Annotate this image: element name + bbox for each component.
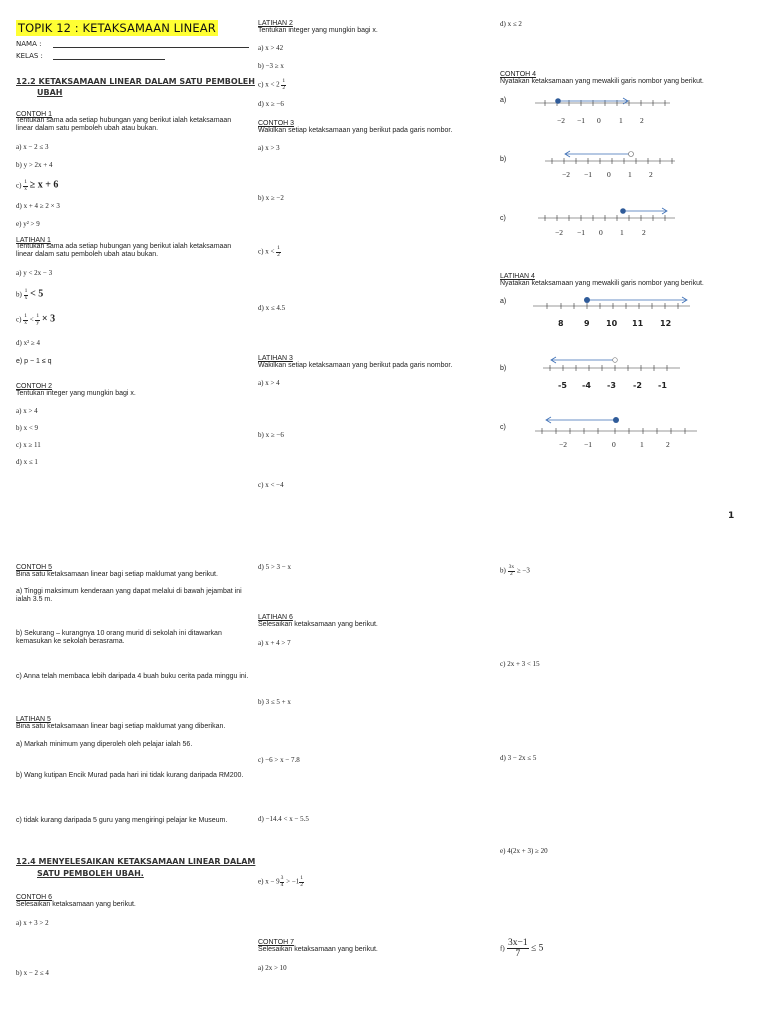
tick-label: −1 (577, 116, 585, 125)
tick-label: 2 (640, 116, 644, 125)
contoh-1-title: CONTOH 1 (16, 111, 53, 118)
latihan-4-title: LATIHAN 4 (500, 273, 535, 280)
latihan-5-title: LATIHAN 5 (16, 716, 51, 723)
contoh-5-a: a) Tinggi maksimum kenderaan yang dapat melalui di bawah jejambat ini ialah 3.5 m. (16, 588, 242, 603)
contoh-1-item-c: c) $\frac{1}{x}$ ≥ x + 6 (16, 179, 59, 192)
section-heading-12-4: 12.4 MENYELESAIKAN KETAKSAMAAN LINEAR DALAM (16, 857, 256, 866)
tick-label: -2 (633, 381, 642, 390)
tick-label: 2 (666, 440, 670, 449)
latihan-3-title: LATIHAN 3 (258, 355, 293, 362)
contoh-1-item-e: e) y² > 9 (16, 220, 40, 228)
contoh-6-a: a) x + 3 > 2 (16, 919, 49, 927)
contoh-5-title: CONTOH 5 (16, 564, 53, 571)
tick-label: -5 (558, 381, 567, 390)
latihan-6-d: d) −14.4 < x − 5.5 (258, 815, 309, 823)
tick-label: 1 (620, 228, 624, 237)
latihan-6-desc: Selesaikan ketaksamaan yang berikut. (258, 621, 378, 628)
latihan-2-desc: Tentukan integer yang mungkin bagi x. (258, 27, 378, 34)
contoh-6-d: c) 2x + 3 < 15 (500, 660, 540, 668)
tick-label: 11 (632, 319, 644, 328)
contoh-1-item-a: a) x − 2 ≤ 3 (16, 143, 49, 151)
tick-label: 1 (628, 170, 632, 179)
latihan-1-item-e: e) p − 1 ≤ q (16, 358, 52, 365)
contoh-3-desc: Wakilkan setiap ketaksamaan yang berikut pada garis nombor. (258, 127, 453, 134)
contoh-2-desc: Tentukan integer yang mungkin bagi x. (16, 390, 136, 397)
tick-label: −2 (557, 116, 565, 125)
tick-label: -3 (607, 381, 616, 390)
contoh-3-item-e: d) x ≤ 2 (500, 20, 522, 28)
page-number: 1 (728, 511, 735, 521)
latihan-6-e: e) x − 9 $\frac{3}{4}$ > −1 $\frac{1}{2}$ (258, 875, 304, 888)
contoh-2-item-a: a) x > 4 (16, 407, 38, 415)
contoh-6-c: b) $\frac{3x}{2}$ ≥ −3 (500, 564, 530, 577)
tick-label: −2 (562, 170, 570, 179)
number-line-latihan-4c (532, 412, 702, 452)
latihan-3-item-a: a) x > 4 (258, 379, 280, 387)
latihan-6-title: LATIHAN 6 (258, 614, 293, 621)
contoh-2-item-c: c) x ≥ 11 (16, 441, 41, 449)
tick-label: 9 (584, 319, 590, 328)
contoh-6-f: e) 4(2x + 3) ≥ 20 (500, 847, 548, 855)
contoh-4-desc: Nyatakan ketaksamaan yang mewakili garis nombor yang berikut. (500, 78, 704, 85)
contoh-5-d: d) 5 > 3 − x (258, 563, 291, 571)
tick-label: −2 (555, 228, 563, 237)
contoh-4-title: CONTOH 4 (500, 71, 537, 78)
latihan-2-item-a: a) x > 42 (258, 44, 284, 52)
contoh-4-label-a: a) (500, 97, 507, 104)
latihan-3-item-b: b) x ≥ −6 (258, 431, 284, 439)
latihan-4-desc: Nyatakan ketaksamaan yang mewakili garis nombor yang berikut. (500, 280, 704, 287)
latihan-4-label-b: b) (500, 365, 507, 372)
tick-label: 0 (599, 228, 603, 237)
tick-label: 0 (607, 170, 611, 179)
class-label: KELAS : (16, 52, 43, 60)
tick-label: -4 (582, 381, 591, 390)
tick-label: 2 (649, 170, 653, 179)
name-label: NAMA : (16, 40, 42, 48)
latihan-1-item-b: b) $\frac{1}{x}$ < 5 (16, 288, 44, 301)
tick-label: 0 (597, 116, 601, 125)
contoh-1-desc: Tentukan sama ada setiap hubungan yang berikut ialah ketaksamaan linear dalam satu pemboleh ubah atau bukan. (16, 117, 232, 132)
contoh-2-item-d: d) x ≤ 1 (16, 458, 38, 466)
latihan-5-desc: Bina satu ketaksamaan linear bagi setiap maklumat yang diberikan. (16, 723, 226, 730)
tick-label: 10 (606, 319, 618, 328)
contoh-6-g: f) $\frac{3x-1}{7}$ ≤ 5 (500, 938, 544, 959)
number-line-contoh-4c (535, 204, 685, 240)
tick-label: −1 (584, 170, 592, 179)
latihan-1-item-c: c) $\frac{1}{x}$ < $\frac{1}{y}$ × 3 (16, 313, 56, 326)
contoh-6-title: CONTOH 6 (16, 894, 53, 901)
tick-label: 12 (660, 319, 672, 328)
contoh-3-item-b: b) x ≥ −2 (258, 194, 284, 202)
latihan-5-b: b) Wang kutipan Encik Murad pada hari ini tidak kurang daripada RM200. (16, 772, 244, 779)
contoh-3-title: CONTOH 3 (258, 120, 295, 127)
tick-label: 2 (642, 228, 646, 237)
contoh-5-b: b) Sekurang – kurangnya 10 orang murid di sekolah ini ditawarkan kemasukan ke sekolah berasrama. (16, 630, 222, 645)
latihan-1-title: LATIHAN 1 (16, 237, 51, 244)
tick-label: 1 (640, 440, 644, 449)
latihan-4-label-c: c) (500, 424, 506, 431)
contoh-1-item-d: d) x + 4 ≥ 2 × 3 (16, 202, 60, 210)
contoh-7-a: a) 2x > 10 (258, 964, 287, 972)
contoh-1-item-b: b) y > 2x + 4 (16, 161, 53, 169)
latihan-3-item-c: c) x < −4 (258, 481, 284, 489)
tick-label: -1 (658, 381, 667, 390)
contoh-6-e: d) 3 − 2x ≤ 5 (500, 754, 537, 762)
latihan-6-c: c) −6 > x − 7.8 (258, 756, 300, 764)
contoh-2-title: CONTOH 2 (16, 383, 53, 390)
contoh-3-item-a: a) x > 3 (258, 144, 280, 152)
latihan-6-b: b) 3 ≤ 5 + x (258, 698, 291, 706)
latihan-4-label-a: a) (500, 298, 507, 305)
number-line-latihan-4b (540, 352, 690, 392)
tick-label: 0 (612, 440, 616, 449)
tick-label: 1 (619, 116, 623, 125)
tick-label: 8 (558, 319, 564, 328)
number-line-contoh-4a (530, 92, 680, 128)
latihan-2-item-d: d) x ≥ −6 (258, 100, 284, 108)
latihan-3-desc: Wakilkan setiap ketaksamaan yang berikut pada garis nombor. (258, 362, 453, 369)
contoh-2-item-b: b) x < 9 (16, 424, 39, 432)
latihan-5-c: c) tidak kurang daripada 5 guru yang mengiringi pelajar ke Museum. (16, 817, 228, 824)
contoh-3-item-c: c) x < $\frac{1}{2}$ (258, 245, 280, 258)
contoh-5-desc: Bina satu ketaksamaan linear bagi setiap maklumat yang berikut. (16, 571, 218, 578)
contoh-3-item-d: d) x ≤ 4.5 (258, 304, 286, 312)
number-line-contoh-4b (540, 147, 690, 183)
latihan-2-title: LATIHAN 2 (258, 20, 293, 27)
section-heading-12-2: 12.2 KETAKSAMAAN LINEAR DALAM SATU PEMBOLEH (16, 77, 255, 86)
contoh-5-c: c) Anna telah membaca lebih daripada 4 buah buku cerita pada minggu ini. (16, 673, 249, 680)
number-line-latihan-4a (530, 292, 695, 332)
page-title: TOPIK 12 : KETAKSAMAAN LINEAR (18, 21, 216, 35)
contoh-6-b: b) x − 2 ≤ 4 (16, 969, 49, 977)
latihan-2-item-b: b) −3 ≥ x (258, 62, 284, 70)
tick-label: −2 (559, 440, 567, 449)
contoh-7-title: CONTOH 7 (258, 939, 295, 946)
contoh-4-label-c: c) (500, 215, 506, 222)
class-line (53, 59, 165, 60)
contoh-7-desc: Selesaikan ketaksamaan yang berikut. (258, 946, 378, 953)
latihan-5-a: a) Markah minimum yang diperoleh oleh pelajar ialah 56. (16, 741, 193, 748)
tick-label: −1 (584, 440, 592, 449)
contoh-6-desc: Selesaikan ketaksamaan yang berikut. (16, 901, 136, 908)
latihan-1-item-a: a) y < 2x − 3 (16, 269, 53, 277)
latihan-6-a: a) x + 4 > 7 (258, 639, 291, 647)
tick-label: −1 (577, 228, 585, 237)
latihan-1-item-d: d) x² ≥ 4 (16, 339, 41, 347)
latihan-1-desc: Tentukan sama ada setiap hubungan yang berikut ialah ketaksamaan linear dalam satu pemboleh ubah atau bukan. (16, 243, 232, 258)
latihan-2-item-c: c) x < 2 $\frac{1}{2}$ (258, 78, 286, 91)
section-heading-12-2-cont: UBAH (37, 88, 63, 97)
name-line (53, 47, 249, 48)
section-heading-12-4-cont: SATU PEMBOLEH UBAH. (37, 869, 144, 878)
contoh-4-label-b: b) (500, 156, 507, 163)
